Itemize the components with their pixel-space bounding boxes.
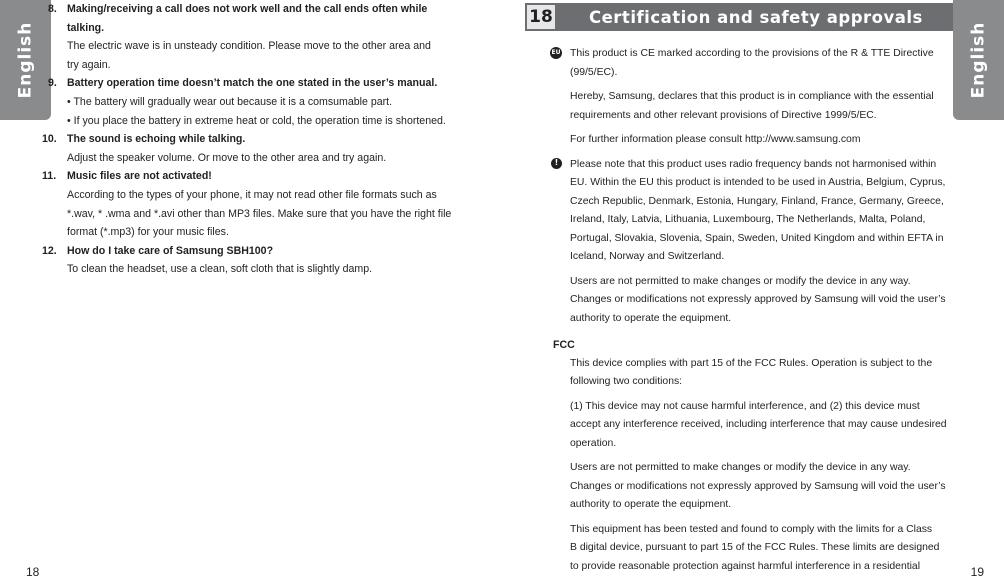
frequency-warning-block: [538, 156, 960, 329]
text-line: Portugal, Slovakia, Slovenia, Spain, Sweden, United Kingdom and within EFTA in: [570, 232, 944, 244]
fcc-block: [538, 355, 960, 577]
paragraph: [570, 45, 960, 82]
faq-question-line: Battery operation time doesn’t match the one stated in the user’s manual.: [67, 77, 438, 90]
text-line: (99/5/EC).: [570, 66, 618, 78]
faq-answer-line: • The battery will gradually wear out because it is a comsumable part.: [67, 95, 393, 108]
text-line: authority to operate the equipment.: [570, 499, 732, 510]
faq-question-line: Making/receiving a call does not work well and the call ends often while: [67, 3, 428, 15]
faq-question-line: How do I take care of Samsung SBH100?: [67, 244, 274, 257]
language-tab-label: English: [15, 21, 36, 99]
text-line: This product is CE marked according to the provisions of the R & TTE Directive: [570, 48, 934, 59]
fcc-heading: FCC: [553, 339, 575, 351]
text-line: Users are not permitted to make changes or modify the device in any way.: [570, 275, 911, 287]
faq-answer-line: Adjust the speaker volume. Or move to the other area and try again.: [67, 151, 387, 164]
language-tab-label: English: [968, 21, 989, 99]
text-line: following two conditions:: [570, 376, 683, 387]
eu-icon: EU: [550, 47, 562, 59]
paragraph: [570, 88, 960, 125]
faq-item: [42, 167, 468, 241]
text-line: Iceland, Norway and Switzerland.: [570, 251, 725, 262]
faq-number: 12.: [42, 244, 57, 257]
section-header: [525, 3, 955, 31]
faq-answer-line: The electric wave is in unsteady condition. Please move to the other area and: [67, 40, 431, 53]
text-line: For further information please consult http://www.samsung.com: [570, 134, 861, 145]
eu-compliance-block: [538, 45, 960, 150]
language-tab-left: [0, 0, 51, 120]
left-page: [0, 0, 502, 579]
faq-answer-line: *.wav, * .wma and *.avi other than MP3 files. Make sure that you have the right file: [67, 207, 452, 220]
text-line: Hereby, Samsung, declares that this product is in compliance with the essential: [570, 91, 934, 102]
faq-number: 9.: [48, 77, 57, 90]
faq-number: 10.: [42, 133, 57, 146]
faq-item: [42, 242, 468, 279]
text-line: Czech Republic, Denmark, Estonia, Hungary, Finland, France, Germany, Greece,: [570, 195, 944, 207]
faq-answer-line: According to the types of your phone, it may not read other file formats such as: [67, 188, 437, 201]
faq-item: [48, 74, 468, 130]
text-line: Ireland, Italy, Latvia, Lithuania, Luxembourg, The Netherlands, Malta, Poland,: [570, 214, 926, 225]
faq-question-line: The sound is echoing while talking.: [67, 133, 246, 146]
page-number-left: 18: [26, 565, 40, 579]
text-line: This device complies with part 15 of the FCC Rules. Operation is subject to the: [570, 357, 933, 369]
text-line: accept any interference received, including interference that may cause undesired: [570, 419, 947, 430]
troubleshooting-list: [42, 0, 468, 279]
page-number-right: 19: [970, 565, 984, 579]
text-line: B digital device, pursuant to part 15 of the FCC Rules. These limits are designed: [570, 542, 940, 553]
text-line: EU. Within the EU this product is intended to be used in Austria, Belgium, Cyprus,: [570, 177, 946, 188]
text-line: authority to operate the equipment.: [570, 312, 732, 324]
certification-content: [538, 45, 960, 582]
faq-answer-line: format (*.mp3) for your music files.: [67, 226, 229, 239]
paragraph: [570, 521, 960, 577]
faq-number: 11.: [42, 170, 57, 183]
faq-answer-line: try again.: [67, 58, 111, 71]
text-line: This equipment has been tested and found to comply with the limits for a Class: [570, 523, 933, 535]
faq-item: [48, 0, 468, 74]
faq-number: 8.: [48, 3, 57, 15]
faq-item: [42, 130, 468, 167]
section-title: Certification and safety approvals: [589, 7, 923, 27]
text-line: to provide reasonable protection against harmful interference in a residential: [570, 560, 921, 572]
language-tab-right: [953, 0, 1004, 120]
warning-icon: !: [551, 158, 562, 169]
faq-question-line: talking.: [67, 21, 105, 34]
faq-answer-line: To clean the headset, use a clean, soft cloth that is slightly damp.: [67, 263, 373, 276]
paragraph: [570, 355, 960, 392]
paragraph: [570, 156, 960, 267]
text-line: operation.: [570, 437, 617, 449]
text-line: Changes or modifications not expressly approved by Samsung will void the user’s: [570, 294, 946, 305]
text-line: Users are not permitted to make changes or modify the device in any way.: [570, 462, 911, 473]
text-line: Changes or modifications not expressly approved by Samsung will void the user’s: [570, 480, 946, 492]
paragraph: [570, 273, 960, 329]
paragraph: [570, 398, 960, 454]
paragraph: [570, 459, 960, 515]
text-line: requirements and other relevant provisions of Directive 1999/5/EC.: [570, 109, 877, 121]
text-line: Please note that this product uses radio frequency bands not harmonised within: [570, 158, 937, 170]
paragraph: [570, 131, 960, 150]
faq-answer-line: • If you place the battery in extreme heat or cold, the operation time is shortened.: [67, 114, 446, 127]
faq-question-line: Music files are not activated!: [67, 170, 212, 183]
text-line: (1) This device may not cause harmful interference, and (2) this device must: [570, 400, 920, 412]
section-number: 18: [527, 5, 555, 29]
right-page: [502, 0, 1004, 579]
